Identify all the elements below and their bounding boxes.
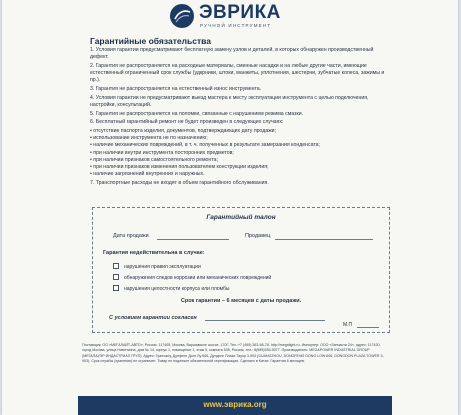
checkbox[interactable] [113, 285, 119, 291]
list-item: • наличие механических повреждений, в т. ч. полученных в результате замерзания конденсата; [90, 142, 320, 149]
term-3: 3. Гарантия не распространяется на естественный износ инструмента. [90, 86, 262, 93]
term-6: 6. Бесплатный гарантийный ремонт не будет произведен в следующих случаях: [90, 119, 284, 126]
term-1: 1. Условия гарантии предусматривают бесплатную замену узлов и деталей, в которых обнаружен производственный дефект. [90, 47, 374, 61]
term-2: 2. Гарантия не распространяется на расходные материалы, сменные насадки и на любые другие части, имеющие естественный ограниченный срок службы (удкрники, штоки, манжеты, уплотнения, шестерни, зубчатые колеса, зажимы и пр.). [90, 62, 385, 84]
signature-field[interactable] [205, 320, 325, 321]
agreement-label: С условием гарантии согласен [109, 315, 197, 321]
list-item: • наличие загрязнений внутренних и наружных. [90, 171, 205, 178]
case-label: нарушения правил эксплуатации [124, 264, 201, 270]
checkbox[interactable] [113, 274, 119, 280]
invalid-case-3 [113, 285, 230, 292]
coupon-title: Гарантийный талон [206, 214, 276, 221]
brand-tagline: РУЧНОЙ ИНСТРУМЕНТ [200, 23, 272, 28]
list-item: • при наличии признаков самостоятельного ремонта; [90, 156, 218, 163]
brand-logo [170, 4, 300, 30]
footer-info: Поставщик: ОО «МЕГАЛАЙТ-АВТО», Россия, 117405, Москва, Варшавское шоссе, 170Г. Тел.:+7 (495) 363-66-78. http://megalight.ru. Импортер: ООО «Запчасти 24», адрес: 117420, город Москва, улица Наметкина, дом № 14, корпус 1, помещение 1, этаж 5, комната 505, Россия, тел.: 8(985)535-9077. Производитель: MEGAPOWER INDUSTRIAL GROUP (МЕГАПАУЭР ИНДАСТРИАЛ ГРУП). Адрес: Гуанчжоу, Дунфенг Донг Лу 606, Дундонг Плаза Тауэр 3-903 (GUANGZHOU, DONGFENG DONG LOW 606, DONGDON PLAZA TOWER 3-903). Срок службы (хранения) не ограничен. Товар не подлежит обязательной сертификации. Сделано в Китае. Гарантия 6 месяцев. [82, 343, 384, 364]
stamp-label: М.П [343, 322, 353, 328]
warranty-coupon [92, 207, 390, 333]
warranty-terms [90, 47, 390, 189]
term-5: 5. Гарантия не распространяется на поломки, связанные с нарушением режима смазки. [90, 110, 304, 117]
invalid-case-2 [113, 274, 271, 281]
list-item: • при наличии внутри инструмента посторонних предметов; [90, 149, 234, 156]
warranty-term: Срок гарантии – 6 месяцев с даты продажи. [180, 298, 302, 304]
seller-label: Продавец [245, 233, 271, 239]
list-item: • при наличии признаков изменения пользователем конструкции изделия; [90, 164, 269, 171]
website-link[interactable]: www.эврика.org [203, 400, 267, 409]
term-4: 4. Условия гарантии не предусматривают выезд мастера к месту эксплуатации инструмента с целью подключения, настройки, консультаций. [90, 94, 369, 108]
sale-date-label: Дата продажи [113, 233, 149, 239]
invalid-case-1 [113, 263, 201, 270]
stamp-field [357, 327, 379, 328]
seller-field[interactable] [275, 239, 373, 240]
globe-icon [170, 4, 194, 28]
list-item: • использование инструмента не по назначению; [90, 135, 208, 142]
warranty-sheet [2, 0, 458, 415]
term-7: 7. Транспортные расходы не входят в объем гарантийного обслуживания. [90, 179, 269, 186]
case-label: обнаружения следов коррозии или механических повреждений [124, 275, 272, 281]
brand-name: ЭВРИКА [199, 2, 281, 23]
sale-date-field[interactable] [157, 239, 229, 240]
footer-bar [78, 396, 392, 415]
case-label: нарушения целостности корпуса или пломбы [124, 286, 230, 292]
exclusion-list [90, 128, 390, 178]
invalid-cases-title: Гарантия недействительна в случае: [103, 250, 205, 256]
checkbox[interactable] [113, 263, 119, 269]
list-item: • отсутствие паспорта изделия, документов, подтверждающих дату продажи; [90, 128, 277, 135]
page-title: Гарантийные обязательства [90, 36, 211, 46]
